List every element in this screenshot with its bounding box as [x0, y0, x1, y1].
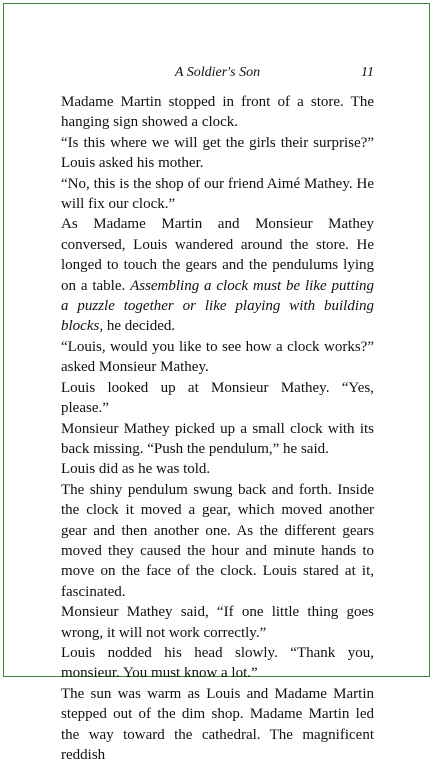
paragraph [61, 214, 374, 336]
paragraph: “Louis, would you like to see how a clock works?” asked Monsieur Mathey. [61, 338, 374, 376]
paragraph: Monsieur Mathey said, “If one little thing goes wrong, it will not work correctly.” [61, 604, 374, 641]
paragraph: Louis nodded his head slowly. “Thank you, monsieur. You must know a lot.” [61, 644, 374, 682]
book-page [3, 3, 430, 763]
paragraph: The shiny pendulum swung back and forth. Inside the clock it moved a gear, which moved another gear and then another one. As the different gears moved they caused the hour and minute hands to move on the face of the clock. Louis stared at it, fascinated. [61, 481, 374, 600]
paragraph-text: As Madame Martin and Monsieur Mathey conversed, Louis wandered around the store. He longed to touch the gears and the pendulums lying on a table. [61, 216, 374, 294]
paragraph: Louis did as he was told. [61, 461, 211, 478]
paragraph-text: he decided. [103, 318, 176, 335]
italic-thought: Assembling a clock must be like putting a puzzle together or like playing with building blocks, [61, 277, 375, 335]
body-text [61, 92, 374, 765]
page-header [61, 65, 374, 85]
running-title: A Soldier's Son [174, 65, 261, 80]
paragraph: Monsieur Mathey picked up a small clock with its back missing. “Push the pendulum,” he said. [61, 420, 374, 457]
paragraph: “No, this is the shop of our friend Aimé Mathey. He will fix our clock.” [61, 175, 374, 213]
paragraph: The sun was warm as Louis and Madame Martin stepped out of the dim shop. Madame Martin led the way toward the cathedral. The magnificent reddish [61, 685, 374, 763]
paragraph: Louis looked up at Monsieur Mathey. “Yes, please.” [61, 379, 374, 417]
page-number: 11 [361, 65, 374, 80]
paragraph: “Is this where we will get the girls their surprise?” Louis asked his mother. [61, 134, 374, 172]
paragraph: Madame Martin stopped in front of a store. The hanging sign showed a clock. [61, 94, 374, 131]
